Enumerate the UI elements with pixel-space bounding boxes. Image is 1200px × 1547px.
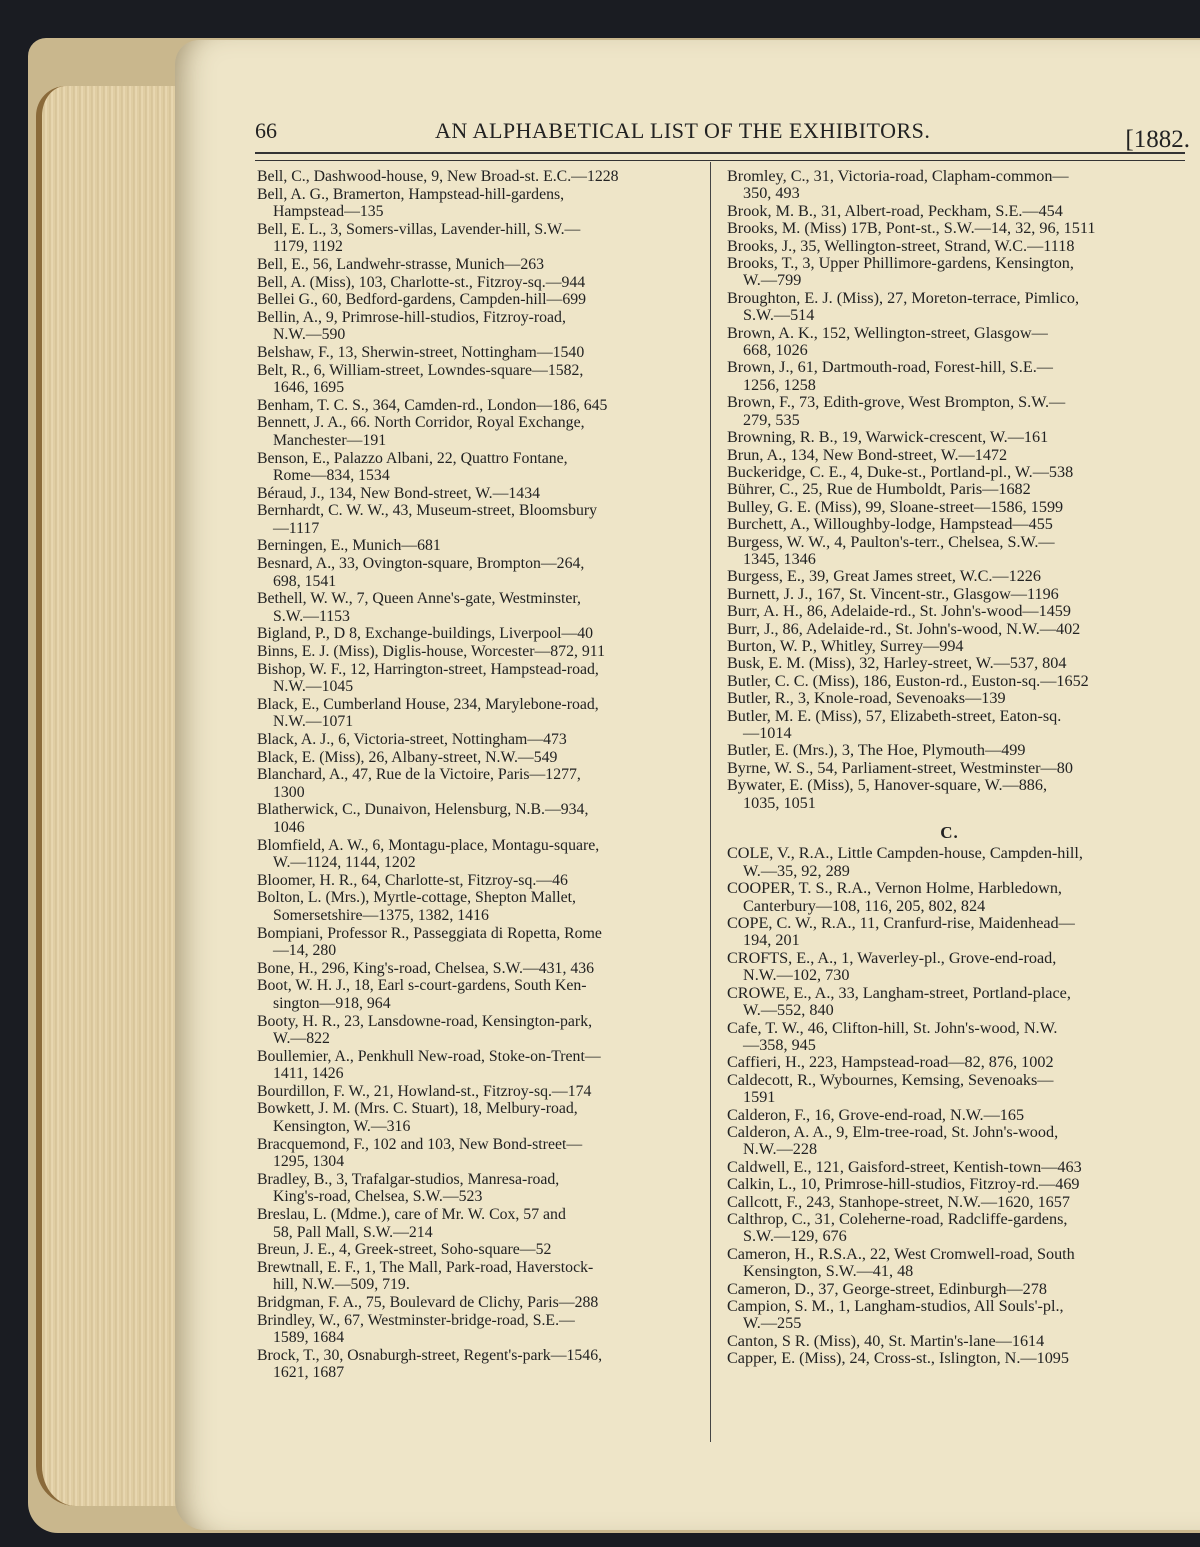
directory-entry <box>257 1294 697 1312</box>
directory-entry <box>257 221 697 256</box>
section-c-heading: C. <box>940 823 959 843</box>
entry-line: Bompiani, Professor R., Passeggiata di Ropetta, Rome <box>257 924 602 942</box>
entry-continuation: 1411, 1426 <box>273 1065 344 1083</box>
directory-entry <box>727 950 1172 985</box>
entry-line: Callcott, F., 243, Stanhope-street, N.W.—1620, 1657 <box>727 1192 1070 1211</box>
directory-entry <box>257 837 697 872</box>
entry-continuation: —358, 945 <box>743 1035 816 1054</box>
directory-entry <box>257 309 697 344</box>
entry-line: Brooks, T., 3, Upper Phillimore-gardens, Kensington, <box>727 254 1074 273</box>
directory-entry <box>257 731 697 749</box>
directory-entry <box>257 414 697 449</box>
entry-continuation: —14, 280 <box>273 942 337 960</box>
entry-line: Bromley, C., 31, Victoria-road, Clapham-common— <box>727 167 1069 185</box>
directory-entry <box>727 516 1172 533</box>
entry-line: Brock, T., 30, Osnaburgh-street, Regent's-park—1546, <box>257 1346 603 1364</box>
page-number: 66 <box>255 118 277 143</box>
entry-line: Bulley, G. E. (Miss), 99, Sloane-street—1586, 1599 <box>727 497 1064 516</box>
entry-line: Bowkett, J. M. (Mrs. C. Stuart), 18, Melbury-road, <box>257 1100 578 1118</box>
entry-line: Besnard, A., 33, Ovington-square, Brompton—264, <box>257 555 585 573</box>
directory-entry <box>727 325 1172 360</box>
directory-entry <box>727 985 1172 1020</box>
entry-continuation: W.—35, 92, 289 <box>743 861 850 880</box>
directory-entry <box>257 1100 697 1135</box>
entry-continuation: 1646, 1695 <box>273 379 345 397</box>
right-entries <box>727 168 1172 812</box>
entry-continuation: 279, 535 <box>743 410 800 429</box>
directory-entry <box>257 168 697 186</box>
directory-entry <box>257 1259 697 1294</box>
entry-line: Bourdillon, F. W., 21, Howland-st., Fitzroy-sq.—174 <box>257 1082 592 1100</box>
directory-entry <box>257 1171 697 1206</box>
entry-line: Bone, H., 296, King's-road, Chelsea, S.W.—431, 436 <box>257 959 595 977</box>
directory-entry <box>257 485 697 503</box>
directory-entry <box>257 1206 697 1241</box>
entry-continuation: N.W.—1071 <box>273 713 354 731</box>
entry-line: COPE, C. W., R.A., 11, Cranfurd-rise, Maidenhead— <box>727 914 1075 933</box>
entry-continuation: N.W.—590 <box>273 326 346 344</box>
entry-line: Buckeridge, C. E., 4, Duke-st., Portland-pl., W.—538 <box>727 462 1074 481</box>
entry-line: Broughton, E. J. (Miss), 27, Moreton-terrace, Pimlico, <box>727 288 1080 307</box>
entry-line: Byrne, W. S., 54, Parliament-street, Westminster—80 <box>727 758 1073 777</box>
entry-continuation: 1345, 1346 <box>743 549 816 568</box>
entry-continuation: Kensington, S.W.—41, 48 <box>743 1262 914 1281</box>
entry-line: CROWE, E., A., 33, Langham-street, Portland-place, <box>727 983 1071 1002</box>
entry-line: Calthrop, C., 31, Coleherne-road, Radcliffe-gardens, <box>727 1209 1068 1228</box>
entry-line: Brewtnall, E. F., 1, The Mall, Park-road, Haverstock- <box>257 1258 594 1276</box>
entry-line: Brindley, W., 67, Westminster-bridge-road, S.E.— <box>257 1311 575 1329</box>
directory-entry <box>727 481 1172 498</box>
entry-line: Blatherwick, C., Dunaivon, Helensburg, N.B.—934, <box>257 801 589 819</box>
directory-entry <box>727 203 1172 220</box>
directory-entry <box>727 499 1172 516</box>
right-column <box>727 168 1172 1368</box>
directory-entry <box>727 394 1172 429</box>
entry-continuation: 698, 1541 <box>273 572 337 590</box>
left-column <box>257 168 697 1382</box>
entry-continuation: W.—552, 840 <box>743 1001 834 1020</box>
entry-continuation: —1014 <box>743 724 792 742</box>
entry-continuation: N.W.—102, 730 <box>743 966 850 985</box>
directory-entry <box>727 1176 1172 1193</box>
page-year: [1882. <box>1125 126 1190 153</box>
entry-continuation: 1295, 1304 <box>273 1153 345 1171</box>
directory-entry <box>257 643 697 661</box>
directory-entry <box>257 344 697 362</box>
entry-line: Bellin, A., 9, Primrose-hill-studios, Fitzroy-road, <box>257 308 566 326</box>
directory-entry <box>727 586 1172 603</box>
directory-entry <box>727 238 1172 255</box>
entry-line: Burchett, A., Willoughby-lodge, Hampstead—455 <box>727 515 1053 534</box>
entry-continuation: —1117 <box>273 519 320 537</box>
directory-entry <box>257 1312 697 1347</box>
entry-line: Canton, S R. (Miss), 40, St. Martin's-lane—1614 <box>727 1331 1045 1350</box>
entry-line: Binns, E. J. (Miss), Diglis-house, Worcester—872, 911 <box>257 643 605 661</box>
entry-line: Booty, H. R., 23, Lansdowne-road, Kensington-park, <box>257 1012 593 1030</box>
entry-line: Bigland, P., D 8, Exchange-buildings, Liverpool—40 <box>257 625 594 643</box>
entry-line: Breun, J. E., 4, Greek-street, Soho-square—52 <box>257 1241 552 1259</box>
directory-entry <box>257 291 697 309</box>
directory-entry <box>257 450 697 485</box>
directory-entry <box>727 1350 1172 1367</box>
entry-line: Cameron, H., R.S.A., 22, West Cromwell-road, South <box>727 1244 1075 1263</box>
entry-line: Cafe, T. W., 46, Clifton-hill, St. John's-wood, N.W. <box>727 1018 1058 1037</box>
entry-line: Brooks, J., 35, Wellington-street, Strand, W.C.—1118 <box>727 236 1075 255</box>
directory-entry <box>257 1083 697 1101</box>
entry-line: Brown, F., 73, Edith-grove, West Brompton, S.W.— <box>727 393 1066 412</box>
directory-entry <box>257 397 697 415</box>
entry-continuation: 1300 <box>273 783 305 801</box>
entry-line: Boot, W. H. J., 18, Earl s-court-gardens, South Ken- <box>257 977 587 995</box>
entry-line: Burton, W. P., Whitley, Surrey—994 <box>727 636 964 655</box>
column-divider <box>710 162 711 1442</box>
entry-continuation: Rome—834, 1534 <box>273 467 390 485</box>
entry-line: Caldecott, R., Wybournes, Kemsing, Sevenoaks— <box>727 1070 1054 1089</box>
entry-continuation: Manchester—191 <box>273 431 387 449</box>
directory-entry <box>257 766 697 801</box>
directory-entry <box>257 555 697 590</box>
entry-continuation: S.W.—514 <box>743 306 815 325</box>
section-c-entries <box>727 845 1172 1367</box>
entry-line: Burgess, W. W., 4, Paulton's-terr., Chelsea, S.W.— <box>727 532 1055 551</box>
directory-entry <box>257 696 697 731</box>
directory-entry <box>727 742 1172 759</box>
entry-line: Bell, E., 56, Landwehr-strasse, Munich—263 <box>257 255 545 273</box>
directory-entry <box>257 186 697 221</box>
entry-line: Calkin, L., 10, Primrose-hill-studios, Fitzroy-rd.—469 <box>727 1175 1080 1194</box>
entry-continuation: W.—1124, 1144, 1202 <box>273 854 416 872</box>
entry-continuation: 58, Pall Mall, S.W.—214 <box>273 1223 433 1241</box>
directory-entry <box>727 1281 1172 1298</box>
directory-entry <box>727 690 1172 707</box>
entry-line: Blanchard, A., 47, Rue de la Victoire, Paris—1277, <box>257 766 581 784</box>
entry-line: Bethell, W. W., 7, Queen Anne's-gate, Westminster, <box>257 590 582 608</box>
entry-line: Blomfield, A. W., 6, Montagu-place, Montagu-square, <box>257 836 600 854</box>
entry-line: CROFTS, E., A., 1, Waverley-pl., Grove-end-road, <box>727 948 1057 967</box>
directory-entry <box>727 760 1172 777</box>
directory-entry <box>727 429 1172 446</box>
page-title: AN ALPHABETICAL LIST OF THE EXHIBITORS. <box>435 118 931 143</box>
entry-continuation: Hampstead—135 <box>273 203 384 221</box>
entry-line: Bellei G., 60, Bedford-gardens, Campden-hill—699 <box>257 291 587 309</box>
directory-entry <box>727 1107 1172 1124</box>
entry-line: Bridgman, F. A., 75, Boulevard de Clichy, Paris—288 <box>257 1294 599 1311</box>
entry-line: Burr, A. H., 86, Adelaide-rd., St. John's-wood—1459 <box>727 602 1071 621</box>
directory-entry <box>727 534 1172 569</box>
entry-line: Butler, M. E. (Miss), 57, Elizabeth-street, Eaton-sq. <box>727 706 1062 725</box>
directory-entry <box>727 290 1172 325</box>
directory-entry <box>727 673 1172 690</box>
directory-entry <box>257 362 697 397</box>
page-edges <box>36 86 192 1506</box>
entry-line: Campion, S. M., 1, Langham-studios, All Souls'-pl., <box>727 1297 1064 1315</box>
entry-line: Benson, E., Palazzo Albani, 22, Quattro Fontane, <box>257 449 568 467</box>
directory-entry <box>727 220 1172 237</box>
directory-entry <box>257 977 697 1012</box>
entry-continuation: N.W.—1045 <box>273 678 354 696</box>
directory-entry <box>257 1241 697 1259</box>
directory-entry <box>727 568 1172 585</box>
directory-entry <box>727 777 1172 812</box>
directory-entry <box>727 1054 1172 1071</box>
entry-line: Brun, A., 134, New Bond-street, W.—1472 <box>727 445 1008 464</box>
directory-entry <box>727 1124 1172 1159</box>
directory-entry <box>727 255 1172 290</box>
entry-line: Calderon, A. A., 9, Elm-tree-road, St. John's-wood, <box>727 1122 1059 1141</box>
entry-line: Boullemier, A., Penkhull New-road, Stoke-on-Trent— <box>257 1047 601 1065</box>
entry-line: Belshaw, F., 13, Sherwin-street, Nottingham—1540 <box>257 343 585 361</box>
entry-line: Bell, C., Dashwood-house, 9, New Broad-st. E.C.—1228 <box>257 168 619 185</box>
entry-line: Brook, M. B., 31, Albert-road, Peckham, S.E.—454 <box>727 201 1063 220</box>
directory-entry <box>257 1013 697 1048</box>
directory-entry <box>257 274 697 292</box>
directory-entry <box>727 1159 1172 1176</box>
directory-entry <box>257 256 697 274</box>
entry-continuation: 1256, 1258 <box>743 375 816 394</box>
entry-line: Bell, A. (Miss), 103, Charlotte-st., Fitzroy-sq.—944 <box>257 273 586 291</box>
directory-entry <box>727 638 1172 655</box>
entry-line: Calderon, F., 16, Grove-end-road, N.W.—165 <box>727 1105 1025 1124</box>
directory-entry <box>257 889 697 924</box>
entry-line: Bennett, J. A., 66. North Corridor, Royal Exchange, <box>257 414 585 432</box>
directory-entry <box>727 1211 1172 1246</box>
entry-continuation: 194, 201 <box>743 931 800 950</box>
entry-line: Belt, R., 6, William-street, Lowndes-square—1582, <box>257 361 584 379</box>
entry-line: Bywater, E. (Miss), 5, Hanover-square, W.—886, <box>727 776 1048 795</box>
entry-line: Brown, A. K., 152, Wellington-street, Glasgow— <box>727 323 1048 342</box>
entry-continuation: Canterbury—108, 116, 205, 802, 824 <box>743 896 986 915</box>
entry-line: Busk, E. M. (Miss), 32, Harley-street, W.—537, 804 <box>727 654 1067 673</box>
entry-continuation: 1179, 1192 <box>273 238 343 256</box>
entry-line: Caldwell, E., 121, Gaisford-street, Kentish-town—463 <box>727 1157 1082 1176</box>
entry-line: Browning, R. B., 19, Warwick-crescent, W.—161 <box>727 428 1049 447</box>
entry-line: Bradley, B., 3, Trafalgar-studios, Manresa-road, <box>257 1170 560 1188</box>
directory-entry <box>727 359 1172 394</box>
entry-line: Bührer, C., 25, Rue de Humboldt, Paris—1682 <box>727 480 1031 499</box>
directory-entry <box>257 1136 697 1171</box>
entry-line: Cameron, D., 37, George-street, Edinburgh—278 <box>727 1279 1047 1298</box>
entry-continuation: hill, N.W.—509, 719. <box>273 1276 410 1294</box>
directory-entry <box>727 1246 1172 1281</box>
entry-line: Black, A. J., 6, Victoria-street, Nottingham—473 <box>257 731 567 748</box>
entry-line: Caffieri, H., 223, Hampstead-road—82, 876, 1002 <box>727 1053 1054 1072</box>
entry-line: COOPER, T. S., R.A., Vernon Holme, Harbledown, <box>727 879 1062 898</box>
directory-entry <box>727 845 1172 880</box>
entry-line: COLE, V., R.A., Little Campden-house, Campden-hill, <box>727 844 1083 863</box>
directory-entry <box>257 960 697 978</box>
directory-entry <box>727 464 1172 481</box>
entry-line: Bell, E. L., 3, Somers-villas, Lavender-hill, S.W.— <box>257 220 581 238</box>
entry-continuation: King's-road, Chelsea, S.W.—523 <box>273 1188 483 1206</box>
directory-entry <box>727 1298 1172 1333</box>
entry-continuation: Kensington, W.—316 <box>273 1118 411 1136</box>
directory-entry <box>257 801 697 836</box>
entry-line: Black, E., Cumberland House, 234, Marylebone-road, <box>257 695 599 713</box>
directory-entry <box>727 168 1172 203</box>
directory-entry <box>257 661 697 696</box>
entry-line: Bracquemond, F., 102 and 103, New Bond-street— <box>257 1135 583 1153</box>
directory-entry <box>257 502 697 537</box>
directory-entry <box>727 603 1172 620</box>
entry-continuation: S.W.—1153 <box>273 607 350 625</box>
directory-entry <box>727 915 1172 950</box>
entry-continuation: W.—822 <box>273 1030 330 1048</box>
entry-line: Butler, E. (Mrs.), 3, The Hoe, Plymouth—499 <box>727 741 1026 760</box>
entry-line: Brown, J., 61, Dartmouth-road, Forest-hill, S.E.— <box>727 358 1053 377</box>
directory-entry <box>257 625 697 643</box>
directory-entry <box>257 925 697 960</box>
directory-entry <box>727 1194 1172 1211</box>
entry-continuation: 350, 493 <box>743 184 800 203</box>
directory-entry <box>727 1333 1172 1350</box>
entry-continuation: 668, 1026 <box>743 341 808 360</box>
entry-line: Bell, A. G., Bramerton, Hampstead-hill-gardens, <box>257 185 565 203</box>
entry-continuation: 1046 <box>273 818 305 836</box>
directory-entry <box>257 872 697 890</box>
entry-line: Burnett, J. J., 167, St. Vincent-str., Glasgow—1196 <box>727 584 1059 603</box>
directory-entry <box>727 1020 1172 1055</box>
entry-continuation: 1035, 1051 <box>743 793 816 812</box>
entry-line: Brooks, M. (Miss) 17B, Pont-st., S.W.—14, 32, 96, 1511 <box>727 219 1096 238</box>
entry-line: Benham, T. C. S., 364, Camden-rd., London—186, 645 <box>257 396 608 414</box>
entry-line: Bishop, W. F., 12, Harrington-street, Hampstead-road, <box>257 660 599 678</box>
page-header <box>255 112 1190 152</box>
entry-line: Capper, E. (Miss), 24, Cross-st., Islington, N.—1095 <box>727 1349 1069 1368</box>
entry-line: Butler, R., 3, Knole-road, Sevenoaks—139 <box>727 689 1006 708</box>
entry-continuation: 1591 <box>743 1088 776 1107</box>
entry-line: Béraud, J., 134, New Bond-street, W.—1434 <box>257 484 540 502</box>
entry-line: Butler, C. C. (Miss), 186, Euston-rd., Euston-sq.—1652 <box>727 671 1089 690</box>
directory-entry <box>727 655 1172 672</box>
directory-entry <box>257 590 697 625</box>
entry-continuation: N.W.—228 <box>743 1140 818 1159</box>
directory-entry <box>257 1347 697 1382</box>
entry-line: Bernhardt, C. W. W., 43, Museum-street, Bloomsbury <box>257 502 598 520</box>
directory-entry <box>727 708 1172 743</box>
entry-continuation: 1589, 1684 <box>273 1329 345 1347</box>
directory-entry <box>257 1048 697 1083</box>
entry-continuation: 1621, 1687 <box>273 1364 345 1382</box>
entry-continuation: W.—255 <box>743 1314 802 1333</box>
entry-line: Bloomer, H. R., 64, Charlotte-st, Fitzroy-sq.—46 <box>257 871 568 889</box>
directory-entry <box>727 1072 1172 1107</box>
entry-line: Breslau, L. (Mdme.), care of Mr. W. Cox, 57 and <box>257 1206 566 1224</box>
entry-continuation: sington—918, 964 <box>273 994 391 1012</box>
directory-entry <box>727 447 1172 464</box>
directory-entry <box>257 537 697 555</box>
header-rule <box>255 152 1185 161</box>
entry-line: Black, E. (Miss), 26, Albany-street, N.W.—549 <box>257 748 558 766</box>
directory-entry <box>257 749 697 767</box>
directory-entry <box>727 880 1172 915</box>
entry-line: Bolton, L. (Mrs.), Myrtle-cottage, Shepton Mallet, <box>257 889 576 907</box>
entry-line: Berningen, E., Munich—681 <box>257 537 441 555</box>
entry-continuation: Somersetshire—1375, 1382, 1416 <box>273 906 489 924</box>
entry-continuation: S.W.—129, 676 <box>743 1227 847 1246</box>
directory-entry <box>727 621 1172 638</box>
entry-line: Burgess, E., 39, Great James street, W.C.—1226 <box>727 567 1041 586</box>
entry-continuation: W.—799 <box>743 271 802 290</box>
entry-line: Burr, J., 86, Adelaide-rd., St. John's-wood, N.W.—402 <box>727 619 1081 638</box>
